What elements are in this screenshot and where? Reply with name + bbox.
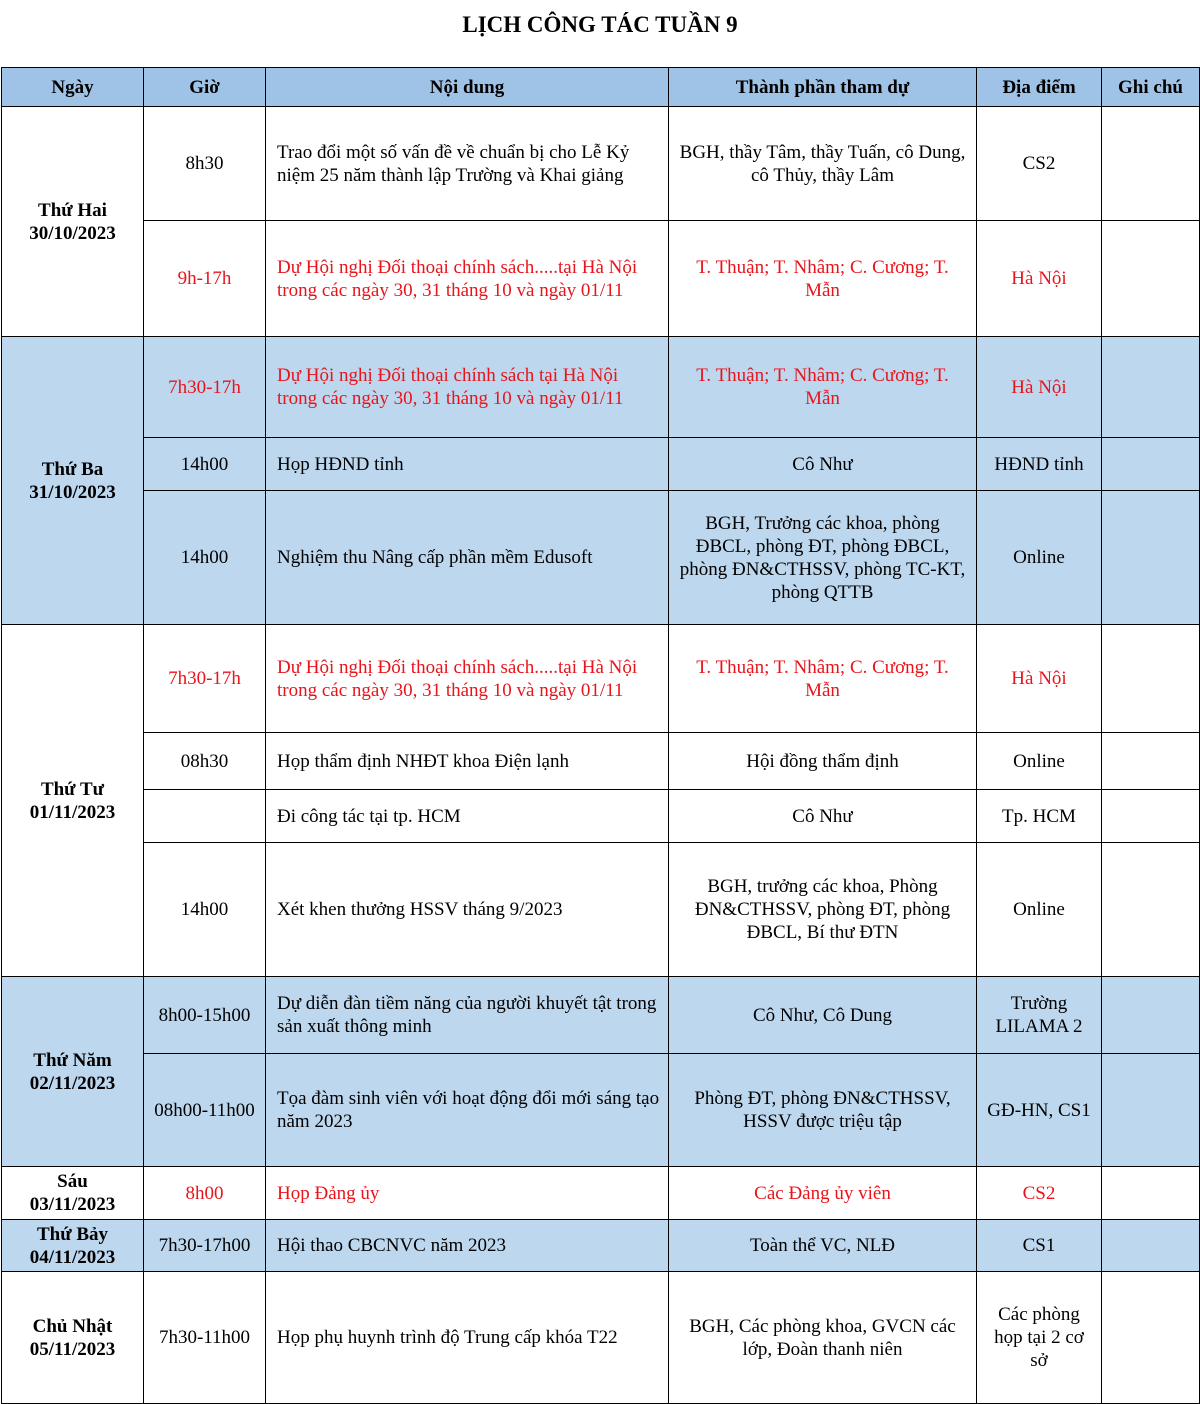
attendees-cell: BGH, Các phòng khoa, GVCN các lớp, Đoàn thanh niên — [669, 1272, 977, 1404]
day-cell — [2, 1220, 144, 1272]
day-date: 03/11/2023 — [29, 1194, 116, 1215]
day-date: 01/11/2023 — [29, 801, 116, 823]
location-cell: HĐND tỉnh — [977, 438, 1102, 491]
day-date: 02/11/2023 — [29, 1072, 116, 1094]
note-cell — [1102, 843, 1200, 977]
location-cell: CS2 — [977, 107, 1102, 221]
day-date: 31/10/2023 — [29, 481, 116, 503]
day-date: 30/10/2023 — [29, 222, 116, 244]
content-cell: Dự Hội nghị Đối thoại chính sách.....tại Hà Nội trong các ngày 30, 31 tháng 10 và ngày 01/11 — [266, 221, 669, 337]
schedule-table — [1, 67, 1200, 1404]
day-name: Chủ Nhật — [32, 1315, 113, 1337]
table-row — [2, 107, 1200, 221]
day-name: Thứ Năm — [33, 1049, 112, 1071]
note-cell — [1102, 625, 1200, 733]
note-cell — [1102, 733, 1200, 790]
attendees-cell: Cô Như, Cô Dung — [669, 977, 977, 1054]
table-row — [2, 1054, 1200, 1167]
content-cell: Đi công tác tại tp. HCM — [266, 790, 669, 843]
location-cell: Tp. HCM — [977, 790, 1102, 843]
content-cell: Hội thao CBCNVC năm 2023 — [266, 1220, 669, 1272]
note-cell — [1102, 1220, 1200, 1272]
attendees-cell: BGH, trưởng các khoa, Phòng ĐN&CTHSSV, phòng ĐT, phòng ĐBCL, Bí thư ĐTN — [669, 843, 977, 977]
time-cell: 14h00 — [144, 843, 266, 977]
header-row — [2, 68, 1200, 107]
time-cell: 8h30 — [144, 107, 266, 221]
content-cell: Dự Hội nghị Đối thoại chính sách tại Hà Nội trong các ngày 30, 31 tháng 10 và ngày 01/11 — [266, 337, 669, 438]
time-cell: 08h30 — [144, 733, 266, 790]
note-cell — [1102, 491, 1200, 625]
time-cell — [144, 790, 266, 843]
time-cell: 9h-17h — [144, 221, 266, 337]
attendees-cell: Cô Như — [669, 790, 977, 843]
table-row — [2, 843, 1200, 977]
note-cell — [1102, 221, 1200, 337]
content-cell: Dự diễn đàn tiềm năng của người khuyết tật trong sản xuất thông minh — [266, 977, 669, 1054]
attendees-cell: Các Đảng ủy viên — [669, 1167, 977, 1220]
day-name: Sáu — [57, 1171, 88, 1192]
table-row — [2, 491, 1200, 625]
content-cell: Họp thẩm định NHĐT khoa Điện lạnh — [266, 733, 669, 790]
day-cell — [2, 625, 144, 977]
time-cell: 14h00 — [144, 491, 266, 625]
location-cell: Trường LILAMA 2 — [977, 977, 1102, 1054]
attendees-cell: Toàn thể VC, NLĐ — [669, 1220, 977, 1272]
content-cell: Họp HĐND tỉnh — [266, 438, 669, 491]
attendees-cell: Phòng ĐT, phòng ĐN&CTHSSV, HSSV được triệu tập — [669, 1054, 977, 1167]
note-cell — [1102, 977, 1200, 1054]
day-date: 05/11/2023 — [29, 1338, 116, 1360]
time-cell: 7h30-17h00 — [144, 1220, 266, 1272]
attendees-cell: T. Thuận; T. Nhâm; C. Cương; T. Mẫn — [669, 221, 977, 337]
time-cell: 7h30-11h00 — [144, 1272, 266, 1404]
time-cell: 8h00 — [144, 1167, 266, 1220]
note-cell — [1102, 1167, 1200, 1220]
table-row — [2, 625, 1200, 733]
table-row — [2, 790, 1200, 843]
header-location: Địa điểm — [977, 68, 1102, 107]
attendees-cell: BGH, thầy Tâm, thầy Tuấn, cô Dung, cô Thủy, thầy Lâm — [669, 107, 977, 221]
day-name: Thứ Tư — [40, 778, 105, 800]
location-cell: Online — [977, 491, 1102, 625]
attendees-cell: BGH, Trưởng các khoa, phòng ĐBCL, phòng ĐT, phòng ĐBCL, phòng ĐN&CTHSSV, phòng TC-KT, phòng QTTB — [669, 491, 977, 625]
attendees-cell: Hội đồng thẩm định — [669, 733, 977, 790]
location-cell: Hà Nội — [977, 337, 1102, 438]
attendees-cell: T. Thuận; T. Nhâm; C. Cương; T. Mẫn — [669, 625, 977, 733]
day-cell — [2, 1272, 144, 1404]
time-cell: 7h30-17h — [144, 625, 266, 733]
day-name: Thứ Bảy — [36, 1223, 109, 1245]
day-name: Thứ Hai — [38, 199, 107, 221]
content-cell: Họp Đảng ủy — [266, 1167, 669, 1220]
table-row — [2, 733, 1200, 790]
table-row — [2, 977, 1200, 1054]
location-cell: CS2 — [977, 1167, 1102, 1220]
time-cell: 08h00-11h00 — [144, 1054, 266, 1167]
note-cell — [1102, 1272, 1200, 1404]
note-cell — [1102, 337, 1200, 438]
day-cell — [2, 1167, 144, 1220]
content-cell: Trao đổi một số vấn đề về chuẩn bị cho Lễ Kỷ niệm 25 năm thành lập Trường và Khai giảng — [266, 107, 669, 221]
table-row — [2, 337, 1200, 438]
header-day: Ngày — [2, 68, 144, 107]
content-cell: Nghiệm thu Nâng cấp phần mềm Edusoft — [266, 491, 669, 625]
note-cell — [1102, 438, 1200, 491]
attendees-cell: Cô Như — [669, 438, 977, 491]
day-cell — [2, 977, 144, 1167]
location-cell: CS1 — [977, 1220, 1102, 1272]
attendees-cell: T. Thuận; T. Nhâm; C. Cương; T. Mẫn — [669, 337, 977, 438]
day-date: 04/11/2023 — [29, 1246, 116, 1268]
location-cell: Online — [977, 843, 1102, 977]
note-cell — [1102, 1054, 1200, 1167]
header-content: Nội dung — [266, 68, 669, 107]
page-title: LỊCH CÔNG TÁC TUẦN 9 — [462, 12, 738, 37]
content-cell: Tọa đàm sinh viên với hoạt động đổi mới sáng tạo năm 2023 — [266, 1054, 669, 1167]
content-cell: Dự Hội nghị Đối thoại chính sách.....tại Hà Nội trong các ngày 30, 31 tháng 10 và ngày 01/11 — [266, 625, 669, 733]
table-row — [2, 221, 1200, 337]
time-cell: 8h00-15h00 — [144, 977, 266, 1054]
note-cell — [1102, 107, 1200, 221]
note-cell — [1102, 790, 1200, 843]
table-row — [2, 1167, 1200, 1220]
table-row — [2, 1220, 1200, 1272]
day-cell — [2, 107, 144, 337]
location-cell: Hà Nội — [977, 625, 1102, 733]
location-cell: GĐ-HN, CS1 — [977, 1054, 1102, 1167]
time-cell: 7h30-17h — [144, 337, 266, 438]
location-cell: Hà Nội — [977, 221, 1102, 337]
header-attendees: Thành phần tham dự — [669, 68, 977, 107]
table-row — [2, 1272, 1200, 1404]
table-row — [2, 438, 1200, 491]
header-note: Ghi chú — [1102, 68, 1200, 107]
content-cell: Xét khen thưởng HSSV tháng 9/2023 — [266, 843, 669, 977]
header-time: Giờ — [144, 68, 266, 107]
content-cell: Họp phụ huynh trình độ Trung cấp khóa T22 — [266, 1272, 669, 1404]
time-cell: 14h00 — [144, 438, 266, 491]
location-cell: Các phòng họp tại 2 cơ sở — [977, 1272, 1102, 1404]
location-cell: Online — [977, 733, 1102, 790]
schedule-body — [2, 107, 1200, 1404]
day-cell — [2, 337, 144, 625]
day-name: Thứ Ba — [41, 458, 104, 480]
